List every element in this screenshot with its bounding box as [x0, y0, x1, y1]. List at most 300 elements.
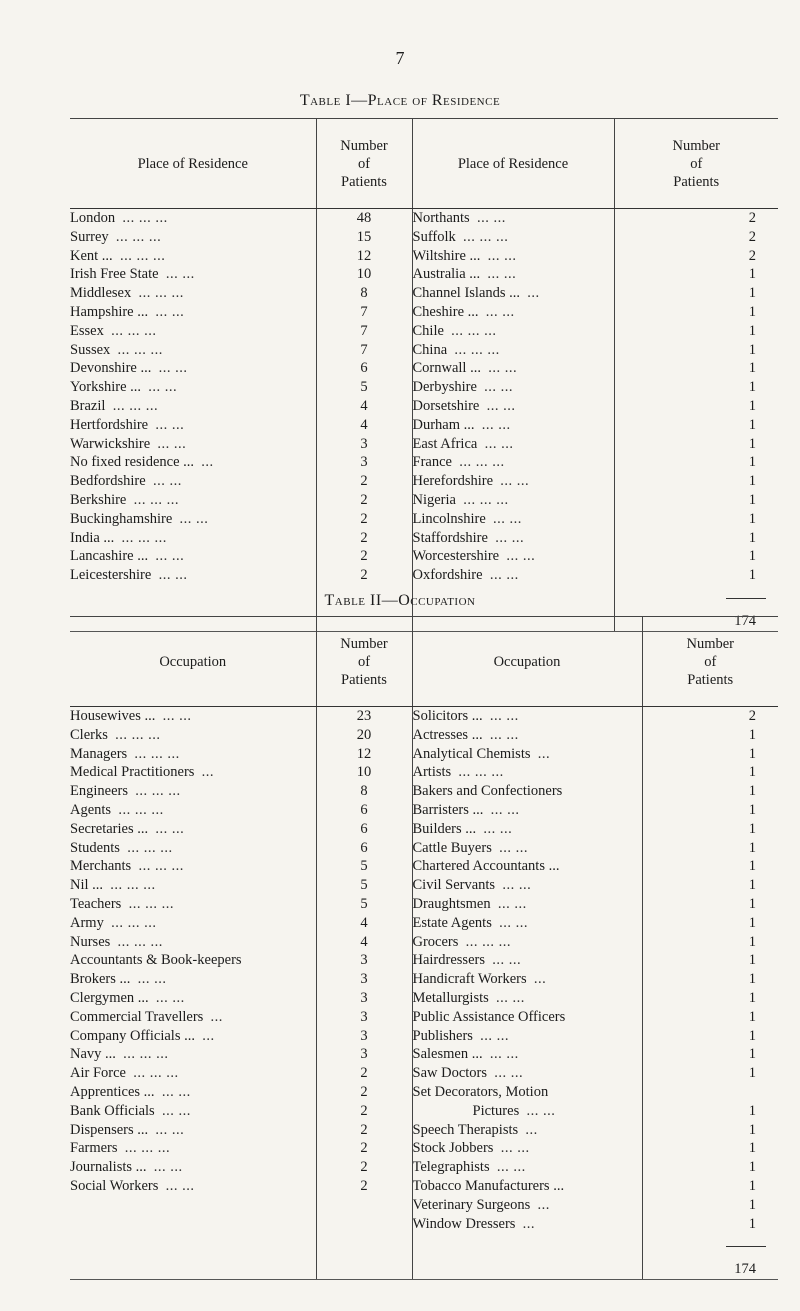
row-value-left [316, 435, 412, 454]
table-row [70, 1215, 778, 1234]
row-value-right [642, 707, 778, 726]
row-value: 1 [748, 839, 756, 856]
col-header-number-line1: Number [672, 137, 720, 154]
table1-title-name: Place of Residence [367, 92, 501, 109]
row-label-left [70, 228, 316, 247]
leader-dots: ... ... ... [128, 895, 174, 912]
row-value: 10 [356, 266, 372, 283]
row-value: 5 [360, 895, 368, 912]
row-value: 2 [748, 247, 756, 264]
table-row [70, 322, 778, 341]
leader-dots: ... [522, 1215, 536, 1232]
row-name: Set Decorators, Motion [412, 1083, 549, 1100]
row-value: 1 [748, 952, 756, 969]
row-value-left [316, 1177, 412, 1196]
row-name: Dorsetshire [412, 397, 480, 414]
row-value: 3 [360, 435, 368, 452]
row-value-right [642, 1045, 778, 1064]
row-value: 6 [360, 801, 368, 818]
row-name: Builders ... [412, 820, 477, 837]
row-label-right [412, 914, 642, 933]
col-header-number-line2: of [704, 653, 717, 670]
row-name: Middlesex [70, 285, 132, 302]
row-label-left [70, 970, 316, 989]
row-label-left [70, 566, 316, 585]
table2-title [0, 592, 800, 610]
row-name: Hairdressers [412, 952, 485, 969]
leader-dots: ... ... [489, 708, 519, 724]
leader-dots: ... ... [155, 820, 185, 837]
table-row [70, 989, 778, 1008]
col-header-number-right [614, 119, 778, 209]
row-value-right [614, 453, 778, 472]
table-row [70, 1139, 778, 1158]
row-label-left [70, 914, 316, 933]
row-value-right [642, 1121, 778, 1140]
row-value-left [316, 951, 412, 970]
table-row [70, 1083, 778, 1102]
row-name: East Africa [412, 435, 478, 452]
row-value-right [642, 1233, 778, 1280]
row-value: 2 [360, 491, 368, 508]
row-value: 1 [748, 379, 756, 396]
row-value-left [316, 228, 412, 247]
table-row [70, 1027, 778, 1046]
table-row [70, 566, 778, 585]
table-row [70, 341, 778, 360]
row-value-left [316, 1233, 412, 1280]
row-name: Artists [412, 764, 452, 781]
leader-dots: ... ... [499, 914, 528, 931]
row-name: Suffolk [412, 228, 456, 245]
row-name: Clergymen ... [70, 989, 149, 1006]
row-value-right [642, 914, 778, 933]
row-label-left [70, 397, 316, 416]
row-value-left [316, 989, 412, 1008]
row-name: Social Workers [70, 1177, 159, 1194]
table-row [70, 453, 778, 472]
table-row [70, 247, 778, 266]
row-name: Solicitors ... [412, 708, 483, 724]
row-label-left [70, 1215, 316, 1234]
row-value-left [316, 566, 412, 585]
row-value: 2 [748, 210, 756, 226]
row-label-right [412, 839, 642, 858]
leader-dots: ... ... ... [134, 745, 180, 762]
row-label-right [412, 529, 614, 548]
row-value: 1 [748, 567, 756, 584]
row-value: 3 [360, 454, 368, 471]
row-name: Cattle Buyers [412, 839, 492, 856]
leader-dots: ... [202, 1027, 215, 1044]
row-value: 7 [360, 322, 368, 339]
row-name: Civil Servants [412, 877, 496, 894]
row-value-right [614, 416, 778, 435]
col-header-number-line1: Number [340, 635, 388, 652]
row-value: 20 [356, 726, 372, 743]
row-name: Chile [412, 322, 444, 339]
row-label-right [412, 763, 642, 782]
row-label-left [70, 1102, 316, 1121]
table-row [70, 228, 778, 247]
leader-dots: ... ... ... [465, 933, 512, 950]
row-value-right [614, 322, 778, 341]
row-label-right [412, 801, 642, 820]
leader-dots: ... ... [158, 567, 188, 584]
row-value: 4 [360, 914, 368, 931]
row-value-right [642, 726, 778, 745]
row-value-left [316, 303, 412, 322]
row-label-right [412, 1008, 642, 1027]
row-value-right [642, 989, 778, 1008]
row-name: Lincolnshire [412, 510, 486, 527]
row-label-left [70, 989, 316, 1008]
row-name: Stock Jobbers [412, 1140, 494, 1157]
table-row [70, 510, 778, 529]
row-value: 1 [748, 322, 756, 339]
row-label-left [70, 1083, 316, 1102]
row-name: Veterinary Surgeons [412, 1196, 531, 1213]
leader-dots: ... ... [476, 210, 506, 226]
row-label-right [412, 435, 614, 454]
row-name: Buckinghamshire [70, 510, 173, 527]
row-label-right [412, 378, 614, 397]
table-row [70, 801, 778, 820]
table2-title-prefix: Table II [324, 592, 382, 609]
row-value-left [316, 491, 412, 510]
table-row [70, 951, 778, 970]
row-name: Essex [70, 322, 104, 339]
row-label-right [412, 1139, 642, 1158]
total-block [643, 1233, 757, 1279]
row-value: 1 [748, 801, 756, 818]
row-label-right [412, 1196, 642, 1215]
row-label-right [412, 876, 642, 895]
row-name: Merchants [70, 858, 132, 875]
row-value-left [316, 547, 412, 566]
row-label-right [412, 782, 642, 801]
row-value-left [316, 284, 412, 303]
leader-dots: ... ... [484, 435, 514, 452]
table-row [70, 1233, 778, 1280]
leader-dots: ... ... ... [124, 1140, 171, 1157]
row-value-right [642, 1139, 778, 1158]
table-row [70, 782, 778, 801]
row-name: Dispensers ... [70, 1121, 149, 1138]
row-value-right [614, 284, 778, 303]
row-name: Devonshire ... [70, 360, 152, 377]
leader-dots: ... ... [500, 1140, 530, 1157]
row-name: Analytical Chemists [412, 745, 531, 762]
leader-dots: ... ... ... [118, 801, 164, 818]
table-row [70, 1102, 778, 1121]
row-name: Brazil [70, 397, 106, 414]
row-name: Telegraphists [412, 1159, 490, 1176]
row-label-left [70, 284, 316, 303]
row-label-left [70, 1139, 316, 1158]
row-value: 1 [748, 360, 756, 377]
table1-title-prefix: Table I [299, 92, 352, 109]
row-value: 1 [748, 510, 756, 527]
row-label-left [70, 726, 316, 745]
row-value-right [614, 265, 778, 284]
row-value-right [642, 1177, 778, 1196]
row-label-right [412, 1045, 642, 1064]
row-value-left [316, 1158, 412, 1177]
table-row [70, 265, 778, 284]
row-value-left [316, 1215, 412, 1234]
row-value: 2 [360, 1121, 368, 1138]
row-label-right [412, 228, 614, 247]
table2-title-sep: — [381, 592, 399, 609]
table-row [70, 876, 778, 895]
row-label-left [70, 1064, 316, 1083]
row-name: Herefordshire [412, 473, 494, 490]
row-value-right [642, 1102, 778, 1121]
row-name: Secretaries ... [70, 820, 149, 837]
leader-dots: ... ... [497, 895, 527, 912]
row-value-right [614, 397, 778, 416]
row-label-left [70, 472, 316, 491]
row-label-right [412, 547, 614, 566]
row-value-right [642, 1008, 778, 1027]
leader-dots: ... ... [161, 1102, 191, 1119]
row-label-right [412, 970, 642, 989]
leader-dots: ... ... [165, 1177, 195, 1194]
row-label-right [412, 566, 614, 585]
row-value-left [316, 1027, 412, 1046]
leader-dots: ... ... ... [133, 1065, 179, 1082]
row-name: Company Officials ... [70, 1027, 195, 1044]
row-name: Public Assistance Officers [412, 1008, 566, 1025]
leader-dots: ... ... ... [458, 764, 504, 781]
row-value: 1 [748, 473, 756, 490]
row-label-left [70, 876, 316, 895]
leader-dots: ... ... [495, 529, 525, 546]
row-name: Pictures [472, 1102, 520, 1119]
table-row [70, 857, 778, 876]
row-name: China [412, 341, 448, 358]
leader-dots: ... ... [480, 1027, 510, 1044]
row-label-left [70, 782, 316, 801]
row-value: 4 [360, 397, 368, 414]
leader-dots: ... ... ... [110, 877, 156, 894]
row-value: 23 [356, 708, 372, 724]
row-value-left [316, 726, 412, 745]
row-name: France [412, 454, 452, 471]
row-value-left [316, 914, 412, 933]
col-header-number-line2: of [357, 653, 371, 670]
row-value: 1 [748, 303, 756, 320]
table-row [70, 726, 778, 745]
row-value-right [642, 1215, 778, 1234]
row-label-left [70, 895, 316, 914]
row-value: 10 [356, 764, 372, 781]
col-header-number-line2: of [357, 155, 371, 172]
row-value-right [642, 951, 778, 970]
row-name: Window Dressers [412, 1215, 516, 1232]
row-value: 2 [360, 510, 368, 527]
row-label-right [412, 453, 614, 472]
row-value: 2 [360, 1102, 368, 1119]
row-value-right [642, 1083, 778, 1102]
row-label-right [412, 857, 642, 876]
row-value-right [642, 782, 778, 801]
row-value-right [614, 341, 778, 360]
table-row [70, 209, 778, 228]
col-header-number-right [642, 617, 778, 707]
leader-dots: ... ... [487, 266, 517, 283]
row-value-left [316, 895, 412, 914]
row-name: Wiltshire ... [412, 247, 481, 264]
row-name: Oxfordshire [412, 567, 483, 584]
row-label-right [412, 284, 614, 303]
row-name: Channel Islands ... [412, 285, 521, 302]
leader-dots: ... ... ... [122, 210, 168, 226]
row-name: Accountants & Book-keepers [70, 952, 242, 969]
row-label-left [70, 265, 316, 284]
leader-dots: ... ... [158, 360, 188, 377]
table-row [70, 763, 778, 782]
row-name: Kent ... [70, 247, 113, 264]
total-rule [726, 1246, 766, 1247]
row-value: 2 [748, 228, 756, 245]
occupation-table [70, 616, 778, 1280]
row-value-right [614, 303, 778, 322]
leader-dots: ... ... [526, 1102, 556, 1119]
row-value: 3 [360, 1008, 368, 1025]
table-row [70, 547, 778, 566]
row-label-right [412, 1083, 642, 1102]
row-value: 5 [360, 379, 368, 396]
leader-dots: ... ... ... [121, 529, 167, 546]
row-label-left [70, 763, 316, 782]
row-value: 1 [748, 877, 756, 894]
table2-title-name: Occupation [398, 592, 476, 609]
leader-dots: ... ... ... [111, 322, 157, 339]
leader-dots: ... ... [165, 266, 195, 283]
row-name: Nurses [70, 933, 111, 950]
leader-dots: ... ... [502, 877, 532, 894]
leader-dots: ... ... [486, 397, 516, 414]
row-value-right [642, 1158, 778, 1177]
row-label-right [412, 895, 642, 914]
row-name: Managers [70, 745, 128, 762]
row-label-left [70, 491, 316, 510]
leader-dots: ... ... ... [117, 933, 163, 950]
row-value: 12 [356, 247, 372, 264]
row-name: Irish Free State [70, 266, 159, 283]
row-value: 4 [360, 933, 368, 950]
row-label-right [412, 359, 614, 378]
row-name: Teachers [70, 895, 122, 912]
row-value: 3 [360, 952, 368, 969]
row-label-left [70, 801, 316, 820]
row-name: Farmers [70, 1140, 118, 1157]
table-row [70, 284, 778, 303]
row-value: 8 [360, 783, 368, 800]
leader-dots: ... ... ... [135, 783, 181, 800]
row-name: Students [70, 839, 120, 856]
row-label-left [70, 1045, 316, 1064]
row-name: Journalists ... [70, 1159, 147, 1176]
leader-dots: ... ... ... [459, 454, 505, 471]
leader-dots: ... [201, 454, 214, 471]
row-value: 1 [748, 341, 756, 358]
row-value: 2 [360, 1140, 368, 1157]
row-value-right [614, 435, 778, 454]
leader-dots: ... ... [155, 416, 185, 433]
row-value-left [316, 359, 412, 378]
leader-dots: ... ... ... [127, 839, 173, 856]
row-label-right [412, 1215, 642, 1234]
row-name: Northants [412, 210, 470, 226]
row-label-right [412, 745, 642, 764]
row-value: 1 [748, 989, 756, 1006]
row-label-left [70, 510, 316, 529]
leader-dots: ... ... [499, 839, 528, 856]
row-value: 1 [748, 1121, 756, 1138]
row-label-right [412, 341, 614, 360]
table-row [70, 1064, 778, 1083]
row-name: Clerks [70, 726, 108, 743]
col-header-number-line3: Patients [341, 173, 387, 190]
leader-dots: ... ... ... [112, 397, 159, 414]
row-value-left [316, 876, 412, 895]
row-value-right [614, 510, 778, 529]
row-value: 1 [748, 1027, 756, 1044]
row-value: 1 [748, 1102, 756, 1119]
table-row [70, 745, 778, 764]
row-value: 1 [748, 971, 756, 988]
row-value: 1 [748, 1196, 756, 1213]
row-name: Army [70, 914, 104, 931]
table-row [70, 970, 778, 989]
row-value-right [642, 745, 778, 764]
row-value: 2 [360, 1065, 368, 1082]
row-label-left [70, 1121, 316, 1140]
row-value-right [614, 566, 778, 585]
row-label-right [412, 1102, 642, 1121]
leader-dots: ... ... [161, 1083, 191, 1100]
row-label-left [70, 378, 316, 397]
row-value: 5 [360, 858, 368, 875]
row-value: 1 [748, 820, 756, 837]
row-name: Publishers [412, 1027, 473, 1044]
row-value: 1 [748, 745, 756, 762]
row-value: 48 [356, 210, 372, 226]
row-name: Bakers and Confectioners [412, 783, 563, 800]
row-name: Nigeria [412, 491, 456, 508]
row-value: 2 [360, 473, 368, 490]
row-value: 8 [360, 285, 368, 302]
row-label-left [70, 435, 316, 454]
row-label-left [70, 1008, 316, 1027]
row-value-left [316, 397, 412, 416]
leader-dots: ... ... ... [451, 322, 497, 339]
leader-dots: ... ... [148, 379, 178, 396]
row-value-left [316, 1121, 412, 1140]
table1-title [0, 92, 800, 110]
row-name: India ... [70, 529, 115, 546]
table-row [70, 416, 778, 435]
row-value-right [614, 547, 778, 566]
row-value: 1 [748, 914, 756, 931]
table-row [70, 1196, 778, 1215]
row-value-left [316, 839, 412, 858]
leader-dots: ... [533, 971, 547, 988]
table-row [70, 472, 778, 491]
